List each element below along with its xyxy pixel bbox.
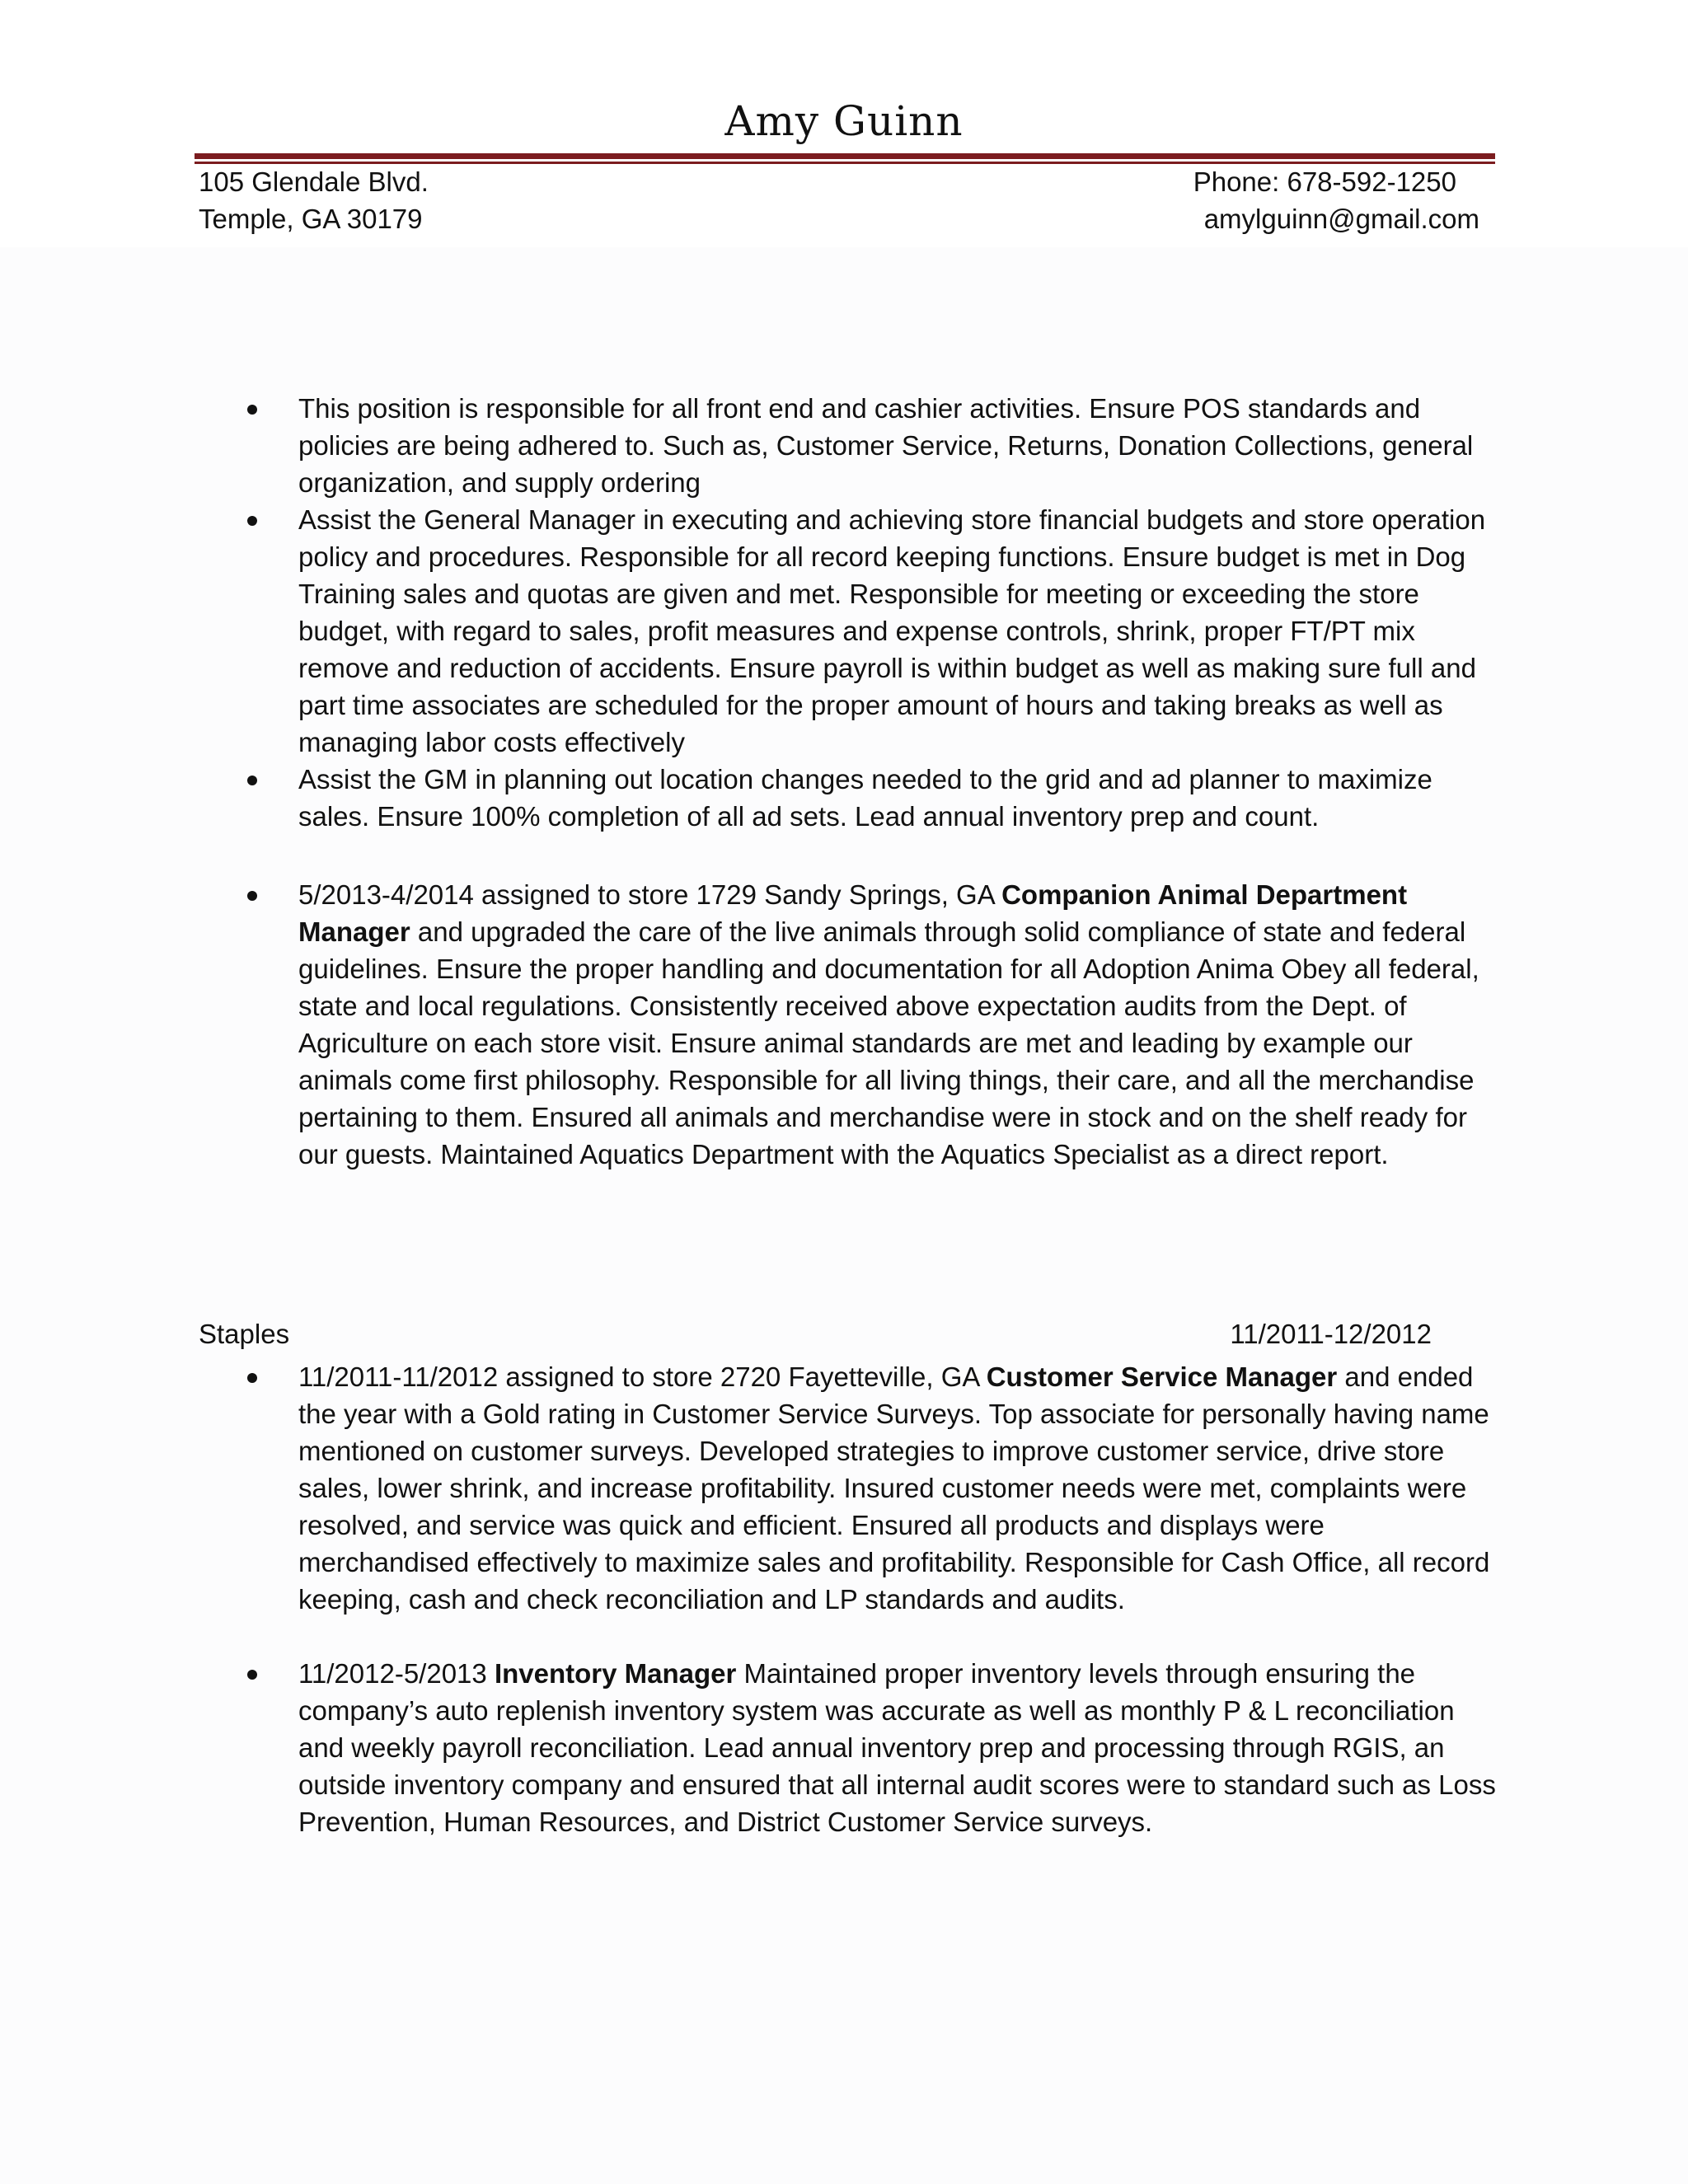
bullet-text: This position is responsible for all front end and cashier activities. Ensure POS standards and policies are being adhered to. Such as, Customer Service, Returns, Donation Collections, general organization, and supply ordering (298, 393, 1474, 498)
list-item (0, 501, 1688, 761)
address-line2: Temple, GA 30179 (199, 204, 423, 234)
email-address: amylguinn@gmail.com (1203, 204, 1479, 234)
list-item (0, 876, 1688, 1173)
role-dates: 11/2011-11/2012 assigned to store 2720 Fayetteville, GA (298, 1361, 987, 1392)
role-description: and upgraded the care of the live animals through solid compliance of state and federal guidelines. Ensure the proper handling and documentation for all Adoption Anima Obey all federal, state and local regulations. Consistently received above expectation audits from the Dept. of Agriculture on each store visit. Ensure animal standards are met and leading by example our animals come first philosophy. Responsible for all living things, their care, and all the merchandise pertaining to them. Ensured all animals and merchandise were in stock and on the shelf ready for our guests. Maintained Aquatics Department with the Aquatics Specialist as a direct report. (298, 916, 1479, 1169)
header-rule-thin (195, 162, 1495, 164)
role-description: Maintained proper inventory levels through ensuring the company’s auto replenish inventory system was accurate as well as monthly P & L reconciliation and weekly payroll reconciliation. Lead annual inventory prep and processing through RGIS, an outside inventory company and ensured that all internal audit scores were to standard such as Loss Prevention, Human Resources, and District Customer Service surveys. (298, 1658, 1496, 1837)
header-rule-thick (195, 153, 1495, 159)
bullet-text: Assist the GM in planning out location changes needed to the grid and ad planner to maximize sales. Ensure 100% completion of all ad sets. Lead annual inventory prep and count. (298, 764, 1432, 832)
bullet-icon (247, 776, 257, 785)
role-title: Customer Service Manager (986, 1361, 1338, 1392)
list-item (0, 1358, 1688, 1618)
bullet-icon (247, 891, 257, 901)
applicant-name: Amy Guinn (724, 97, 964, 145)
role-title: Inventory Manager (494, 1658, 737, 1689)
role-title: Companion Animal Department Manager (298, 879, 1408, 947)
role-description: and ended the year with a Gold rating in Customer Service Surveys. Top associate for personally having name mentioned on customer surveys. Developed strategies to improve customer service, drive store sales, lower shrink, and increase profitability. Insured customer needs were met, complaints were resolved, and service was quick and efficient. Ensured all products and displays were merchandised effectively to maximize sales and profitability. Responsible for Cash Office, all record keeping, cash and check reconciliation and LP standards and audits. (298, 1361, 1490, 1615)
staples-section (0, 1358, 1688, 1840)
bullet-icon (247, 1670, 257, 1680)
spacer (0, 1618, 1688, 1655)
role-dates: 5/2013-4/2014 assigned to store 1729 Sandy Springs, GA (298, 879, 1002, 910)
phone-number: Phone: 678-592-1250 (1193, 166, 1456, 197)
bullet-icon (247, 516, 257, 526)
employment-dates: 11/2011-12/2012 (1230, 1319, 1432, 1349)
bullet-list (0, 1655, 1688, 1840)
bullet-icon (247, 1373, 257, 1383)
bullet-list (0, 390, 1688, 835)
list-item (0, 1655, 1688, 1840)
bullet-text: Assist the General Manager in executing and achieving store financial budgets and store operation policy and procedures. Responsible for all record keeping functions. Ensure budget is met in Dog Training sales and quotas are given and met. Responsible for meeting or exceeding the store budget, with regard to sales, profit measures and expense controls, shrink, proper FT/PT mix remove and reduction of accidents. Ensure payroll is within budget as well as making sure full and part time associates are scheduled for the proper amount of hours and taking breaks as well as managing labor costs effectively (298, 504, 1486, 757)
role-dates: 11/2012-5/2013 (298, 1658, 495, 1689)
employer-name: Staples (199, 1319, 290, 1349)
companion-animal-section (0, 876, 1688, 1173)
experience-section-1 (0, 390, 1688, 835)
list-item (0, 761, 1688, 835)
bullet-list (0, 876, 1688, 1173)
list-item (0, 390, 1688, 501)
bullet-list (0, 1358, 1688, 1618)
bullet-icon (247, 405, 257, 415)
address-line1: 105 Glendale Blvd. (199, 166, 429, 197)
